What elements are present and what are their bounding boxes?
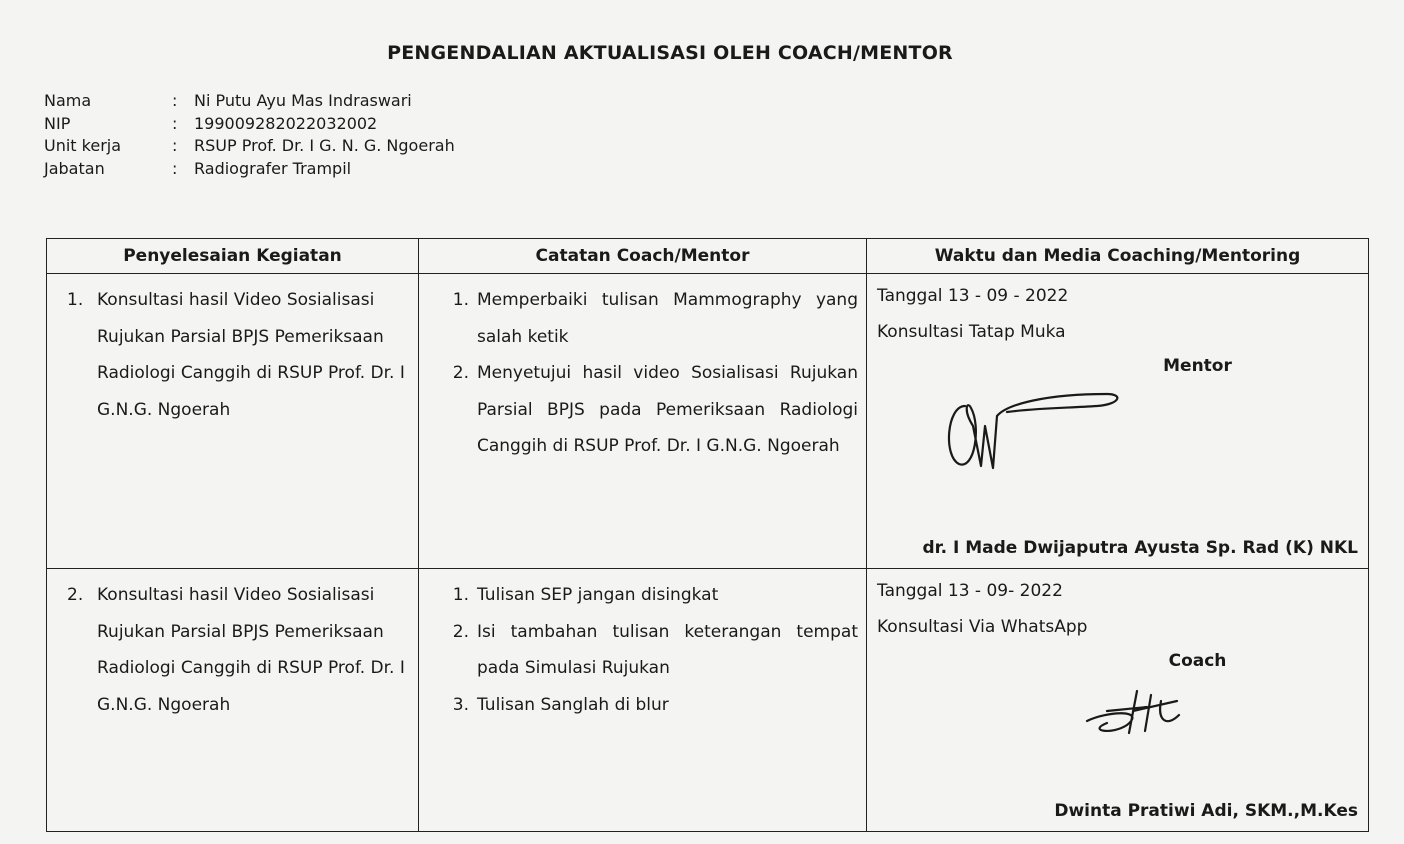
info-label: NIP (44, 113, 71, 133)
signer-name: dr. I Made Dwijaputra Ayusta Sp. Rad (K) NKL (922, 538, 1358, 558)
info-label: Unit kerja (44, 136, 122, 155)
info-value: Ni Putu Ayu Mas Indraswari (194, 91, 412, 110)
info-label: Jabatan (44, 158, 105, 178)
activity-cell (47, 274, 419, 569)
info-row-position (44, 158, 455, 181)
coaching-table (46, 238, 1369, 832)
notes-cell (419, 569, 867, 832)
activity-text: Konsultasi hasil Video Sosialisasi Rujukan Parsial BPJS Pemeriksaan Radiologi Canggih di RSUP Prof. Dr. I G.N.G. Ngoerah (97, 585, 405, 715)
note-item: 3. Tulisan Sanglah di blur (452, 694, 669, 715)
column-header: Waktu dan Media Coaching/Mentoring (867, 239, 1369, 274)
schedule-cell (867, 569, 1369, 832)
signer-name: Dwinta Pratiwi Adi, SKM.,M.Kes (1054, 801, 1358, 821)
info-separator: : (172, 158, 178, 178)
info-row-unit (44, 135, 455, 158)
column-header: Catatan Coach/Mentor (419, 239, 867, 274)
signer-role: Coach (1168, 651, 1227, 671)
mentor-signature (937, 386, 1127, 476)
note-item: 1. Memperbaiki tulisan Mammography yang salah ketik (452, 290, 858, 347)
session-media: Konsultasi Via WhatsApp (877, 617, 1088, 637)
document-title: PENGENDALIAN AKTUALISASI OLEH COACH/MENTOR (387, 42, 953, 64)
activity-cell (47, 569, 419, 832)
table-header-row (47, 239, 1369, 274)
session-date: Tanggal 13 - 09- 2022 (877, 581, 1063, 601)
coach-signature (1067, 681, 1257, 751)
info-value: 199009282022032002 (194, 113, 378, 133)
table-row (47, 569, 1369, 832)
info-row-nip (44, 113, 455, 136)
session-media: Konsultasi Tatap Muka (877, 322, 1066, 342)
note-item: 2. Menyetujui hasil video Sosialisasi Rujukan Parsial BPJS pada Pemeriksaan Radiologi Canggih di RSUP Prof. Dr. I G.N.G. Ngoerah (452, 363, 858, 456)
note-item: 2. Isi tambahan tulisan keterangan tempat pada Simulasi Rujukan (452, 621, 858, 678)
info-value: RSUP Prof. Dr. I G. N. G. Ngoerah (194, 136, 455, 155)
activity-text: Konsultasi hasil Video Sosialisasi Rujukan Parsial BPJS Pemeriksaan Radiologi Canggih di RSUP Prof. Dr. I G.N.G. Ngoerah (97, 290, 405, 420)
identity-block (44, 90, 455, 180)
notes-cell (419, 274, 867, 569)
info-label: Nama (44, 91, 92, 110)
info-separator: : (172, 136, 178, 155)
session-date: Tanggal 13 - 09 - 2022 (877, 286, 1069, 306)
info-separator: : (172, 113, 178, 133)
info-value: Radiografer Trampil (194, 158, 352, 178)
signer-role: Mentor (1163, 356, 1232, 376)
activity-number: 1. (67, 290, 84, 310)
note-item: 1. Tulisan SEP jangan disingkat (452, 585, 719, 605)
activity-number: 2. (67, 585, 84, 605)
info-row-name (44, 90, 455, 113)
schedule-cell (867, 274, 1369, 569)
info-separator: : (172, 91, 178, 110)
table-row (47, 274, 1369, 569)
column-header: Penyelesaian Kegiatan (47, 239, 419, 274)
